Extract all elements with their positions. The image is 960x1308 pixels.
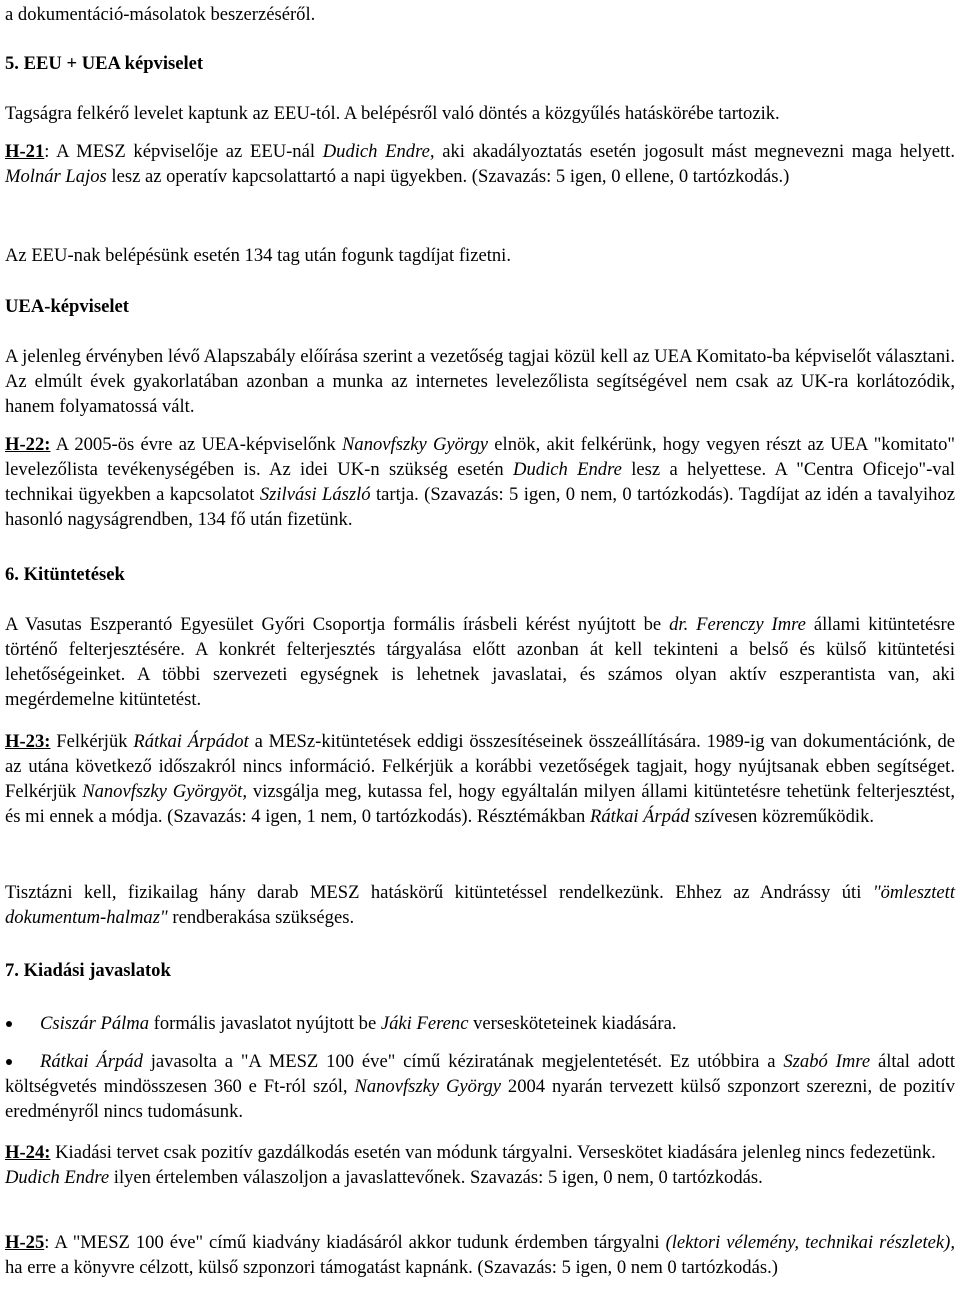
resolution-label: H-21 [5, 141, 45, 162]
paragraph-continuation: a dokumentáció-másolatok beszerzéséről. [5, 4, 316, 25]
person-name: Nanovfszky György [354, 1076, 502, 1097]
paragraph-eeu-fee: Az EEU-nak belépésünk esetén 134 tag után fogunk tagdíjat fizetni. [5, 245, 511, 266]
person-name: Dudich Endre [513, 459, 622, 480]
resolution-h25: H-25: A "MESZ 100 éve" című kiadvány kiadásáról akkor tudunk érdemben tárgyalni (lektori vélemény, technikai részletek), ha erre a könyvre célzott, külső szponzori támogatást kapnánk. (Szavazás: 5 igen, 0 nem 0 tartózkodás.) [5, 1232, 955, 1278]
bullet-item-1: Csiszár Pálma formális javaslatot nyújtott be Jáki Ferenc versesköteteinek kiadására. [40, 1013, 677, 1034]
person-name: Dudich Endre, [322, 141, 435, 162]
resolution-label: H-23: [5, 731, 51, 752]
resolution-label: H-24: [5, 1142, 51, 1163]
resolution-label: H-25 [5, 1232, 45, 1253]
person-name: Molnár Lajos [5, 166, 107, 187]
paragraph-award-inventory: Tisztázni kell, fizikailag hány darab MESZ hatáskörű kitüntetéssel rendelkezünk. Ehhez az Andrássy úti "ömlesztett dokumentum-halmaz" rendberakása szükséges. [5, 882, 955, 928]
document-reference: "ömlesztett dokumentum-halmaz" [5, 882, 955, 928]
section-heading-6: 6. Kitüntetések [5, 564, 125, 585]
bullet-dot [6, 1021, 12, 1027]
person-name: Csiszár Pálma [40, 1013, 150, 1034]
section-heading-7: 7. Kiadási javaslatok [5, 960, 171, 981]
resolution-h21: H-21: A MESZ képviselője az EEU-nál Dudich Endre, aki akadályoztatás esetén jogosult mást megnevezni maga helyett. Molnár Lajos lesz az operatív kapcsolattartó a napi ügyekben. (Szavazás: 5 igen, 0 ellene, 0 tartózkodás.) [5, 141, 955, 187]
subheading-uea: UEA-képviselet [5, 296, 129, 317]
resolution-h24: H-24: Kiadási tervet csak pozitív gazdálkodás esetén van módunk tárgyalni. Verseskötet kiadására jelenleg nincs fedezetünk. Dudich Endre ilyen értelemben válaszoljon a javaslattevőnek. Szavazás: 5 igen, 0 nem, 0 tartózkodás. [5, 1142, 936, 1188]
person-name: dr. Ferenczy Imre [669, 614, 806, 635]
person-name: Nanovfszky Györgyöt, [82, 781, 247, 802]
paragraph-membership-letter: Tagságra felkérő levelet kaptunk az EEU-tól. A belépésről való döntés a közgyűlés hatáskörébe tartozik. [5, 103, 780, 124]
person-name: Szilvási László [259, 484, 371, 505]
paragraph-uea-rules: A jelenleg érvényben lévő Alapszabály előírása szerint a vezetőség tagjai közül kell az UEA Komitato-ba képviselőt választani. Az elmúlt évek gyakorlatában azonban a munka az internetes levelezőlista segítségével nem csak az UK-ra korlátozódik, hanem folyamatossá vált. [5, 346, 955, 417]
bullet-item-2: Rátkai Árpád javasolta a "A MESZ 100 éve" című kéziratának megjelentetését. Ez utóbbira a Szabó Imre által adott költségvetés mindösszesen 360 e Ft-ról szól, Nanovfszky György 2004 nyarán tervezett külső szponzort szerezni, de pozitív eredményről nincs tudomásunk. [5, 1051, 955, 1122]
parenthetical-note: (lektori vélemény, technikai részletek), [665, 1232, 955, 1253]
person-name: Rátkai Árpád [40, 1051, 143, 1072]
person-name: Szabó Imre [783, 1051, 871, 1072]
paragraph-awards: A Vasutas Eszperantó Egyesület Győri Csoportja formális írásbeli kérést nyújtott be dr. Ferenczy Imre állami kitüntetésre történő felterjesztésére. A konkrét felterjesztés tárgyalása előtt azonban át kell tekinteni a belső és külső kitüntetési lehetőségeinket. A többi szervezeti egységnek is lehetnek javaslatai, és számos olyan aktív eszperantista van, aki megérdemelne kitüntetést. [5, 614, 955, 710]
person-name: Jáki Ferenc [380, 1013, 469, 1034]
person-name: Rátkai Árpádot [133, 731, 249, 752]
resolution-label: H-22: [5, 434, 51, 455]
section-heading-5: 5. EEU + UEA képviselet [5, 53, 204, 74]
person-name: Rátkai Árpád [590, 806, 690, 827]
resolution-h23: H-23: Felkérjük Rátkai Árpádot a MESz-kitüntetések eddigi összesítéseinek összeállítására. 1989-ig van dokumentációnk, de az utána következő időszakról nincs információ. Felkérjük a korábbi vezetőségek tagjait, hogy nyújtsanak ebben segítséget. Felkérjük Nanovfszky Györgyöt, vizsgálja meg, kutassa fel, hogy egyáltalán milyen állami kitüntetésre tehetünk felterjesztést, és mi ennek a módja. (Szavazás: 4 igen, 1 nem, 0 tartózkodás). Résztémákban Rátkai Árpád szívesen közreműködik. [5, 731, 955, 827]
person-name: Nanovfszky György [342, 434, 489, 455]
resolution-h22: H-22: A 2005-ös évre az UEA-képviselőnk Nanovfszky György elnök, akit felkérünk, hogy vegyen részt az UEA "komitato" levelezőlista tevékenységében is. Az idei UK-n szükség esetén Dudich Endre lesz a helyettese. A "Centra Oficejo"-val technikai ügyekben a kapcsolatot Szilvási László tartja. (Szavazás: 5 igen, 0 nem, 0 tartózkodás). Tagdíjat az idén a tavalyihoz hasonló nagyságrendben, 134 fő után fizetünk. [5, 434, 956, 530]
person-name: Dudich Endre [5, 1167, 110, 1188]
